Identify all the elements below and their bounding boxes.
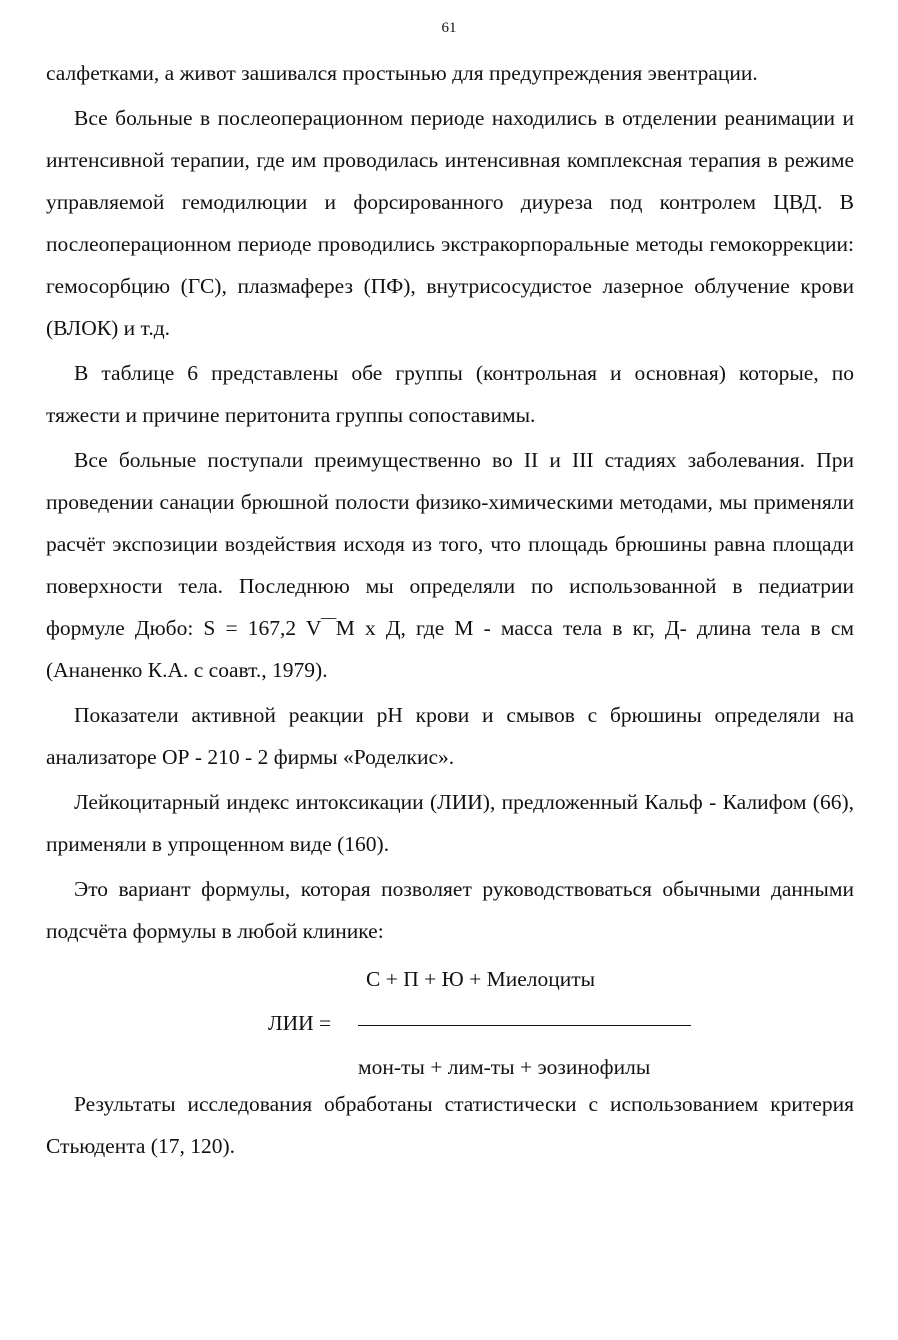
- paragraph-7: Это вариант формулы, которая позволяет руководствоваться обычными данными подсчёта формулы в любой клинике:: [46, 877, 854, 943]
- formula-denominator: мон-ты + лим-ты + эозинофилы: [358, 1055, 651, 1079]
- paragraph-2: Все больные в послеоперационном периоде находились в отделении реанимации и интенсивной терапии, где им проводилась интенсивная комплексная терапия в режиме управляемой гемодилюции и форсированного диуреза под контролем ЦВД. В послеоперационном периоде проводились экстракорпоральные методы гемокоррекции: гемосорбцию (ГС), плазмаферез (ПФ), внутрисосудистое лазерное облучение крови (ВЛОК) и т.д.: [46, 106, 854, 340]
- formula-lhs: ЛИИ =: [268, 1011, 332, 1035]
- paragraph-3: В таблице 6 представлены обе группы (контрольная и основная) которые, по тяжести и причине перитонита группы сопоставимы.: [46, 361, 854, 427]
- fraction-bar: [358, 1025, 691, 1026]
- lii-formula: [46, 952, 854, 1080]
- page-number: 61: [441, 20, 457, 36]
- paragraph-closing: Результаты исследования обработаны статистически с использованием критерия Стьюдента (17, 120).: [46, 1092, 854, 1158]
- formula-numerator: С + П + Ю + Миелоциты: [366, 967, 596, 991]
- paragraph-4: Все больные поступали преимущественно во II и III стадиях заболевания. При проведении санации брюшной полости физико-химическими методами, мы применяли расчёт экспозиции воздействия исходя из того, что площадь брюшины равна площади поверхности тела. Последнюю мы определяли по использованной в педиатрии формуле Дюбо: S = 167,2 V‾‾M х Д, где М - масса тела в кг, Д- длина тела в см (Ананенко К.А. с соавт., 1979).: [46, 448, 854, 682]
- paragraph-5: Показатели активной реакции pH крови и смывов с брюшины определяли на анализаторе ОР - 210 - 2 фирмы «Роделкис».: [46, 703, 854, 769]
- paragraph-1: салфетками, а живот зашивался простынью для предупреждения эвентрации.: [46, 61, 758, 85]
- paragraph-6: Лейкоцитарный индекс интоксикации (ЛИИ), предложенный Кальф - Калифом (66), применяли в упрощенном виде (160).: [46, 790, 854, 856]
- document-body: [46, 52, 854, 1167]
